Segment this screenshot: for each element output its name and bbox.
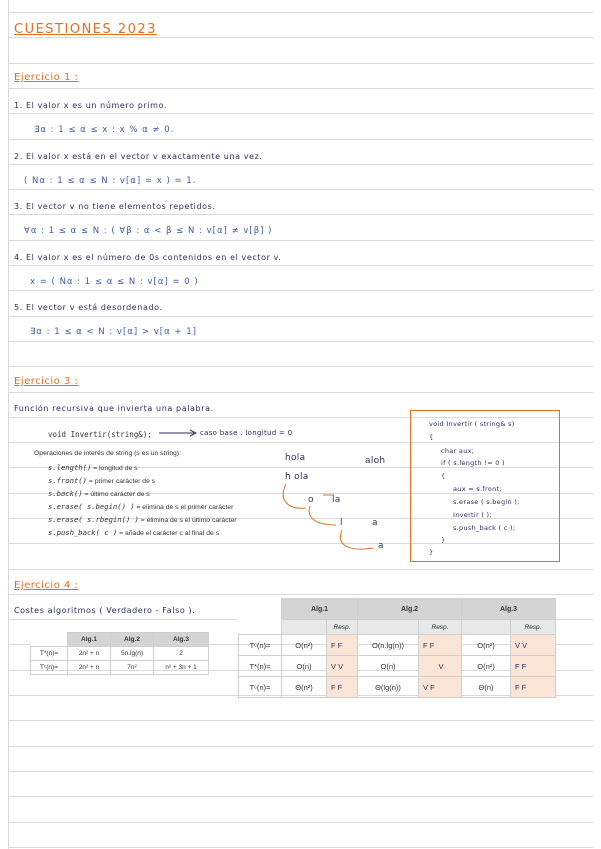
ruled-line (8, 214, 593, 215)
code-line: s.push_back ( c ); (453, 524, 516, 532)
code-line: } (429, 548, 434, 556)
ruled-line (8, 341, 593, 342)
table-row: Tᶜ(n)= O(n²) F F O(n.lg(n)) F F O(n²) V V (239, 635, 556, 656)
ruled-line (8, 316, 593, 317)
trace-o: o (308, 495, 314, 505)
ej3-op: s.erase( s.begin() ) = elimina de s el primer carácter (48, 502, 234, 511)
trace-arrows (278, 470, 388, 555)
ruled-line (8, 88, 593, 89)
ej1-item-3-math: ∀α : 1 ≤ α ≤ N : ( ∀β : α < β ≤ N : v[α] ≠ v[β] ) (24, 226, 273, 236)
trace-la: la (332, 495, 341, 505)
ej4-task: Costes algoritmos ( Verdadero - Falso ). (14, 606, 196, 615)
ej3-base-case: caso base : longitud = 0 (200, 429, 293, 437)
ej4-heading: Ejercicio 4 : (14, 580, 79, 591)
ej1-item-1-text: 1. El valor x es un número primo. (14, 101, 168, 110)
ruled-line (8, 63, 593, 64)
ej3-op: s.length() = longitud de s (48, 463, 138, 472)
code-line: { (441, 472, 446, 480)
table-row: T*(n)= 2n² + n 5n.lg(n) 2 (31, 647, 209, 661)
ej3-op: s.push_back( c ) = añade el carácter c al final de s (48, 528, 220, 537)
ruled-line (8, 139, 593, 140)
ej3-task: Función recursiva que invierta una palabra. (14, 404, 214, 413)
ruled-line (8, 265, 593, 266)
code-line: char aux; (441, 447, 475, 455)
ruled-line (8, 746, 593, 747)
ruled-line (8, 366, 593, 367)
cost-table: Alg.1 Alg.2 Alg.3 T*(n)= 2n² + n 5n.lg(n) 2 Tᶜ(n)= 2n² + n 7n² n² + 3n + 1 (30, 632, 209, 675)
code-line: aux = s.front; (453, 485, 502, 493)
ej1-item-4-math: x = ( Nα : 1 ≤ α ≤ N : v[α] = 0 ) (30, 277, 199, 287)
trace-result: aloh (365, 456, 386, 466)
ej1-item-3-text: 3. El vector v no tiene elementos repetidos. (14, 202, 216, 211)
ej1-item-5-math: ∃α : 1 ≤ α < N : v[α] > v[α + 1] (30, 327, 197, 337)
ej3-ops-title: Operaciones de interés de string (s es un string): (34, 450, 181, 457)
ej1-item-1-math: ∃α : 1 ≤ α ≤ x : x % α ≠ 0. (34, 125, 175, 135)
code-line: Invertir ( ); (453, 511, 492, 519)
trace-a: a (372, 518, 378, 528)
ruled-line (8, 569, 593, 570)
ej3-op: s.front() = primer carácter de s (48, 476, 156, 485)
ruled-line (8, 189, 593, 190)
arrow-right-icon (158, 428, 198, 438)
ej1-item-5-text: 5. El vector v está desordenado. (14, 303, 163, 312)
answers-table: Alg.1 Alg.2 Alg.3 Resp. Resp. Resp. Tᶜ(n)= O(n²) F F O(n.lg(n)) F F O(n²) V V T*(n)= O(n) V V O(n) V O(n²) F F Tᶜ(n)= Θ(n²) F F Θ(lg(n)) V F Θ(n) F F (238, 598, 556, 698)
ej1-item-2-math: ( Nα : 1 ≤ α ≤ N : v[α] = x ) = 1. (24, 176, 197, 186)
ruled-line (8, 164, 593, 165)
ruled-line (8, 240, 593, 241)
trace-h-ola: h ola (285, 472, 309, 482)
ruled-line (8, 392, 593, 393)
ej3-op: s.erase( s.rbegin() ) = elimina de s el último carácter (48, 515, 237, 524)
ej3-op: s.back() = último carácter de s (48, 489, 150, 498)
code-line: } (441, 536, 446, 544)
ruled-line (8, 771, 593, 772)
ej3-signature: void Invertir(string&); (48, 430, 152, 439)
ej1-item-2-text: 2. El valor x está en el vector v exactamente una vez. (14, 152, 263, 161)
ruled-line (8, 796, 593, 797)
ej1-heading: Ejercicio 1 : (14, 72, 79, 83)
trace-a: a (378, 541, 384, 551)
trace-hola: hola (285, 453, 306, 463)
code-line: { (429, 433, 434, 441)
ruled-line (8, 113, 593, 114)
table-row: T*(n)= O(n) V V O(n) V O(n²) F F (239, 656, 556, 677)
ej3-heading: Ejercicio 3 : (14, 376, 79, 387)
ruled-line (8, 822, 593, 823)
code-line: if ( s.length != 0 ) (441, 459, 505, 467)
code-box (410, 410, 560, 562)
table-row: Tᶜ(n)= 2n² + n 7n² n² + 3n + 1 (31, 661, 209, 675)
trace-l: l (340, 518, 343, 528)
ruled-line (8, 290, 593, 291)
code-line: void Invertir ( string& s) (429, 420, 515, 428)
ruled-line (8, 37, 593, 38)
ruled-line (8, 12, 593, 13)
table-row: Tᶜ(n)= Θ(n²) F F Θ(lg(n)) V F Θ(n) F F (239, 677, 556, 698)
code-line: s.erase ( s.begin ); (453, 498, 520, 506)
ej1-item-4-text: 4. El valor x es el número de 0s contenidos en el vector v. (14, 253, 282, 262)
page-title: CUESTIONES 2023 (14, 22, 157, 37)
ruled-line (8, 594, 593, 595)
ruled-line (8, 720, 593, 721)
